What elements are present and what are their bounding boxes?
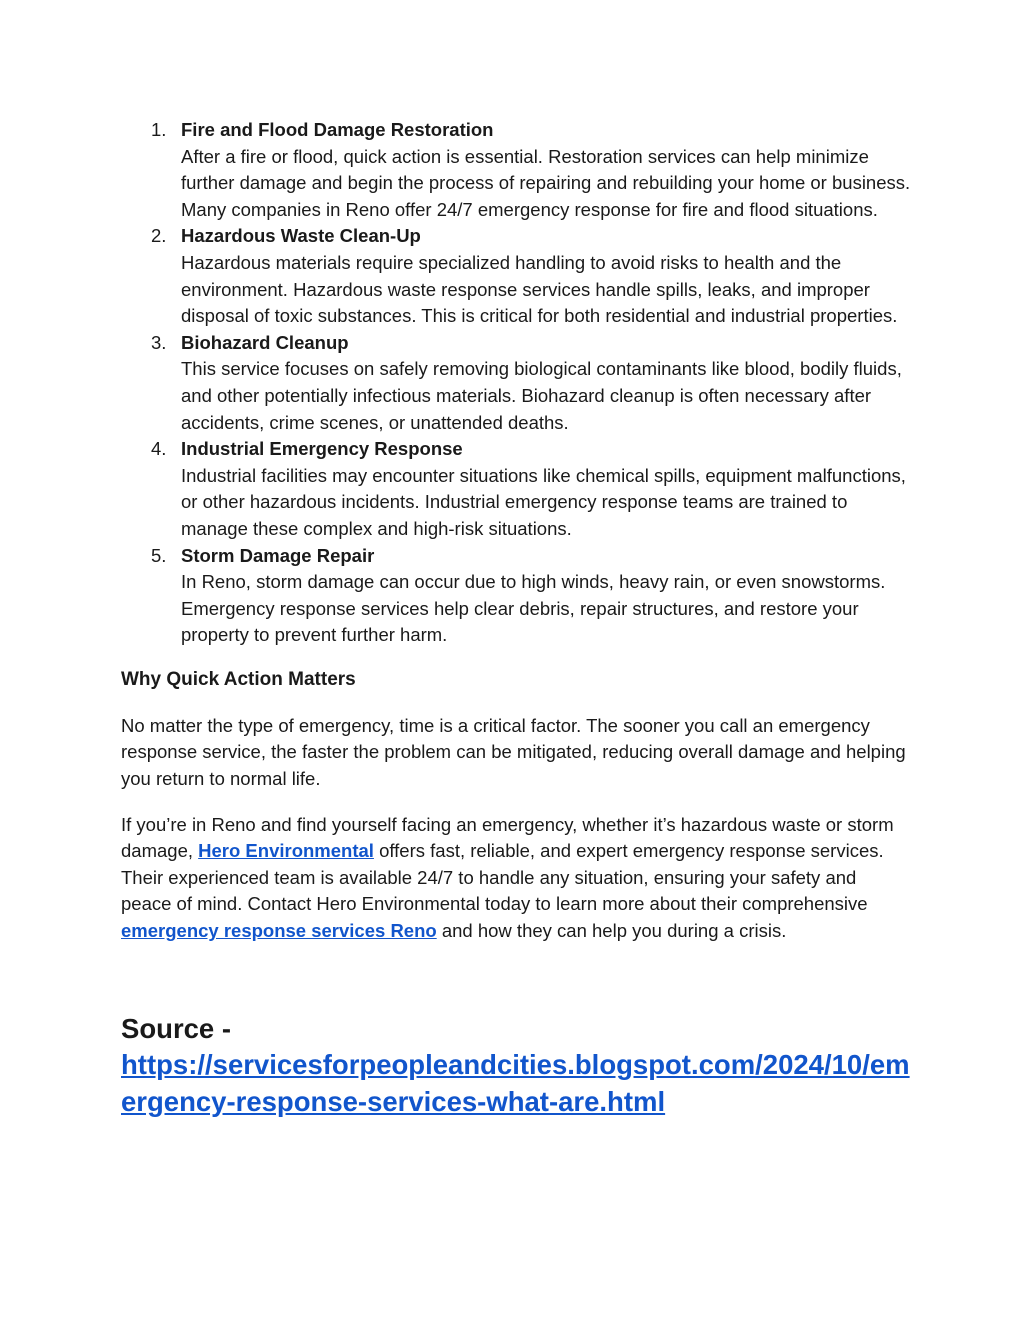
list-item bbox=[121, 543, 911, 649]
closing-text-3: and how they can help you during a crisis. bbox=[436, 920, 787, 942]
closing-text-1: If you’re in Reno and find yourself facing an emergency, whether it’s hazardous waste or storm damage, bbox=[121, 813, 894, 862]
service-description: Hazardous materials require specialized handling to avoid risks to health and the environment. Hazardous waste response services handle spills, leaks, and improper disposal of toxic substances. This is critical for both residential and industrial properties. bbox=[181, 251, 898, 327]
list-number: 3. bbox=[151, 331, 167, 353]
list-number: 2. bbox=[151, 225, 167, 247]
list-number: 4. bbox=[151, 438, 167, 460]
closing-paragraph bbox=[121, 812, 911, 945]
emergency-response-services-link[interactable]: emergency response services Reno bbox=[121, 920, 437, 942]
service-title: Storm Damage Repair bbox=[181, 544, 375, 566]
service-title: Industrial Emergency Response bbox=[181, 438, 463, 460]
service-description: After a fire or flood, quick action is essential. Restoration services can help minimize further damage and begin the process of repairing and rebuilding your home or business. Many companies in Reno offer 24/7 emergency response for fire and flood situations. bbox=[181, 145, 911, 220]
hero-environmental-link[interactable]: Hero Environmental bbox=[198, 840, 374, 862]
service-description: This service focuses on safely removing biological contaminants like blood, bodily fluids, and other potentially infectious materials. Biohazard cleanup is often necessary after accidents, crime scenes, or unattended deaths. bbox=[181, 358, 902, 433]
services-list bbox=[121, 117, 911, 649]
service-description: In Reno, storm damage can occur due to high winds, heavy rain, or even snowstorms. Emergency response services help clear debris, repair structures, and restore your property to prevent further harm. bbox=[181, 571, 886, 646]
service-description: Industrial facilities may encounter situations like chemical spills, equipment malfunctions, or other hazardous incidents. Industrial emergency response teams are trained to manage these complex and high-risk situations. bbox=[181, 464, 906, 539]
list-number: 5. bbox=[151, 544, 167, 566]
list-item bbox=[121, 436, 911, 542]
closing-text-2: offers fast, reliable, and expert emergency response services. Their experienced team is available 24/7 to handle any situation, ensuring your safety and peace of mind. Contact Hero Environmental today to learn more about their comprehensive bbox=[121, 840, 884, 915]
service-title: Fire and Flood Damage Restoration bbox=[181, 119, 494, 140]
source-url-link[interactable]: https://servicesforpeopleandcities.blogspot.com/2024/10/emergency-response-services-what-are.html bbox=[121, 1049, 910, 1117]
list-item bbox=[121, 223, 911, 329]
source-label: Source - bbox=[121, 1012, 232, 1044]
list-item bbox=[121, 330, 911, 436]
why-paragraph: No matter the type of emergency, time is a critical factor. The sooner you call an emergency response service, the faster the problem can be mitigated, reducing overall damage and helping you return to normal life. bbox=[121, 714, 906, 790]
document-page bbox=[121, 117, 911, 1120]
service-title: Biohazard Cleanup bbox=[181, 331, 349, 353]
list-number: 1. bbox=[151, 119, 167, 140]
list-item bbox=[121, 117, 911, 223]
source-block bbox=[121, 1011, 911, 1121]
section-heading: Why Quick Action Matters bbox=[121, 668, 356, 690]
service-title: Hazardous Waste Clean-Up bbox=[181, 225, 421, 247]
